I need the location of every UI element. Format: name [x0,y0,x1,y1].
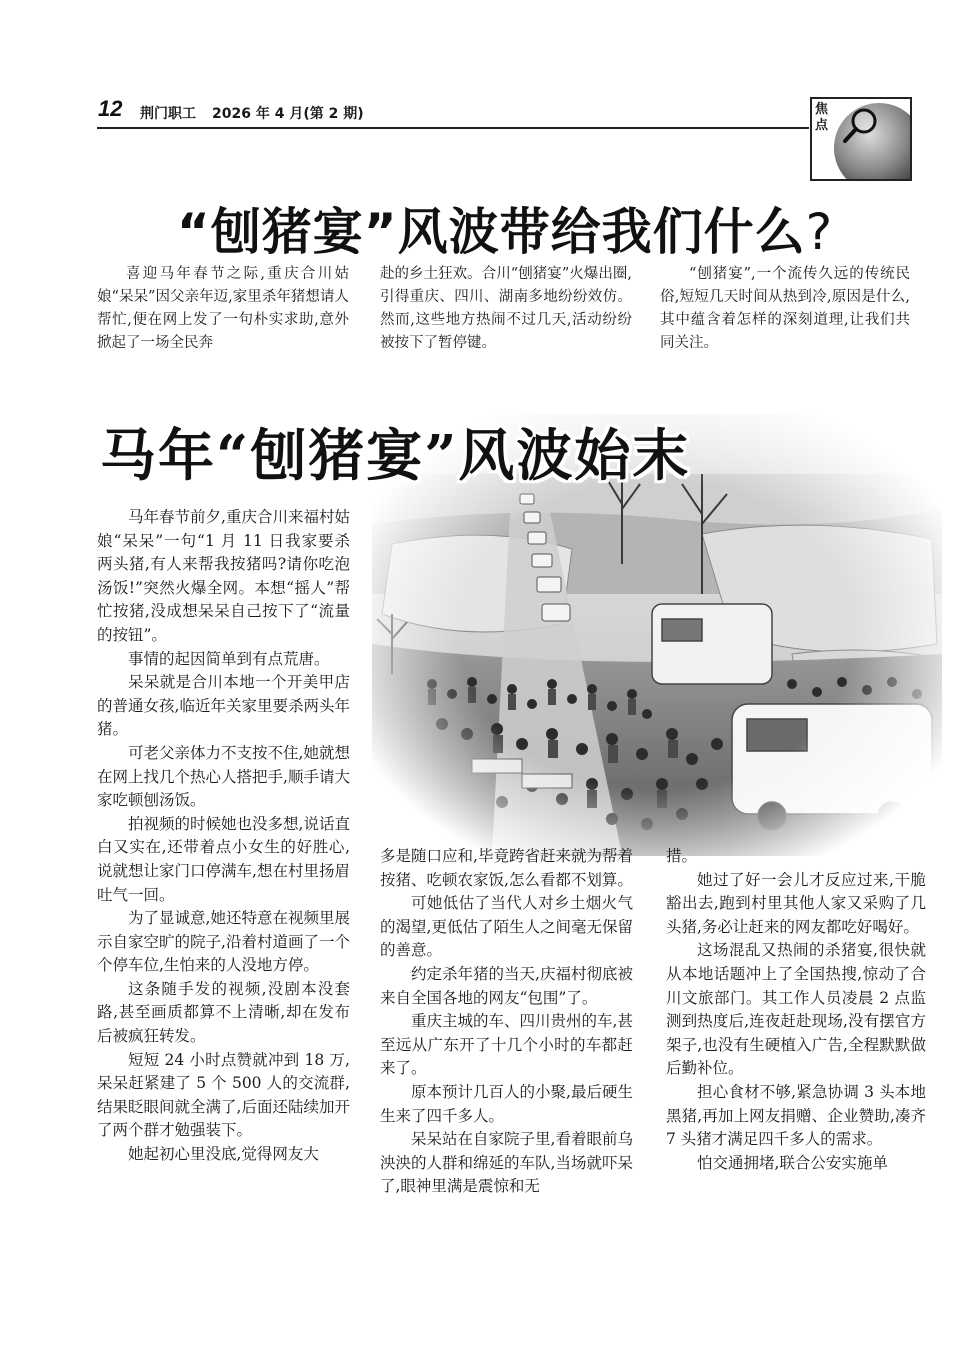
article-paragraph: 这条随手发的视频,没剧本没套路,甚至画质都算不上清晰,却在发布后被疯狂转发。 [97,979,350,1046]
article-paragraph: 她起初心里没底,觉得网友大 [128,1145,319,1164]
article-paragraph: 可老父亲体力不支按不住,她就想在网上找几个热心人搭把手,顺手请大家吃顿刨汤饭。 [97,743,350,810]
article-paragraph: 原本预计几百人的小聚,最后硬生生来了四千多人。 [380,1082,633,1125]
article-paragraph: 呆呆站在自家院子里,看着眼前乌泱泱的人群和绵延的车队,当场就吓呆了,眼神里满是震惊和无 [380,1130,633,1196]
section-badge [810,97,912,181]
article-paragraph: 多是随口应和,毕竟跨省赶来就为帮着按猪、吃顿农家饭,怎么看都不划算。 [380,847,633,889]
article-paragraph: 担心食材不够,紧急协调 3 头本地黑猪,再加上网友捐赠、企业赞助,凑齐 7 头猪才满足四千多人的需求。 [666,1082,926,1149]
publication-issue: 2026 年 4 月(第 2 期) [212,106,364,122]
article-paragraph: 怕交通拥堵,联合公安实施单 [697,1153,888,1172]
article-paragraph: 呆呆就是合川本地一个开美甲店的普通女孩,临近年关家里要杀两头年猪。 [97,673,350,739]
article-paragraph: 事情的起因简单到有点荒唐。 [128,649,330,668]
article-paragraph: 约定杀年猪的当天,庆福村彻底被来自全国各地的网友“包围”了。 [380,964,633,1007]
section-title: 马年“刨猪宴”风波始末 [100,423,691,489]
magnifier-icon [842,105,882,145]
section-badge-label: 焦点 [815,102,829,133]
article-paragraph: 这场混乱又热闹的杀猪宴,很快就从本地话题冲上了全国热搜,惊动了合川文旅部门。其工作人员凌晨 2 点监测到热度后,连夜赶赴现场,没有摆官方架子,也没有生硬植入广告,全程默默做后勤补位。 [666,941,926,1078]
article-paragraph: 拍视频的时候她也没多想,说话直白又实在,还带着点小女生的好胜心,说就想让家门口停满车,想在村里扬眉吐气一回。 [97,814,350,904]
intro-paragraph-2: 赴的乡土狂欢。合川“刨猪宴”火爆出圈,引得重庆、四川、湖南多地纷纷效仿。然而,这些地方热闹不过几天,活动纷纷被按下了暂停键。 [380,266,632,351]
article-paragraph: 措。 [666,847,698,865]
article-column-left [97,506,350,1167]
page-number: 12 [98,96,123,121]
article-paragraph: 马年春节前夕,重庆合川来福村姑娘“呆呆”一句“1 月 11 日我家要杀两头猪,有人来帮我按猪吗?请你吃泡汤饭!”突然火爆全网。本想“摇人”帮忙按猪,没成想呆呆自己按下了“流量的按钮”。 [97,508,350,644]
intro-paragraph-3: “刨猪宴”,一个流传久远的传统民俗,短短几天时间从热到冷,原因是什么,其中蕴含着怎样的深刻道理,让我们共同关注。 [660,266,910,351]
main-headline [0,192,960,264]
intro-paragraph-1: 喜迎马年春节之际,重庆合川姑娘“呆呆”因父亲年迈,家里杀年猪想请人帮忙,便在网上发了一句朴实求助,意外掀起了一场全民奔 [97,266,349,351]
question-mark: ? [805,203,834,261]
article-paragraph: 重庆主城的车、四川贵州的车,甚至远从广东开了十几个小时的车都赶来了。 [380,1012,633,1078]
article-paragraph: 短短 24 小时点赞就冲到 18 万,呆呆赶紧建了 5 个 500 人的交流群,结果眨眼间就全满了,后面还陆续加开了两个群才勉强装下。 [97,1050,350,1140]
publication-name: 荆门职工 [140,106,196,122]
article-paragraph: 可她低估了当代人对乡土烟火气的渴望,更低估了陌生人之间毫无保留的善意。 [380,894,633,960]
article-column-middle [380,845,633,1199]
header-rule [97,127,809,129]
article-paragraph: 她过了好一会儿才反应过来,干脆豁出去,跑到村里其他人家又采购了几头猪,务必让赶来的网友都吃好喝好。 [666,870,926,936]
article-paragraph: 为了显诚意,她还特意在视频里展示自家空旷的院子,沿着村道画了一个个停车位,生怕来的人没地方停。 [97,909,350,975]
main-headline-text: “刨猪宴”风波带给我们什么 [176,203,806,261]
article-column-right [666,845,926,1175]
